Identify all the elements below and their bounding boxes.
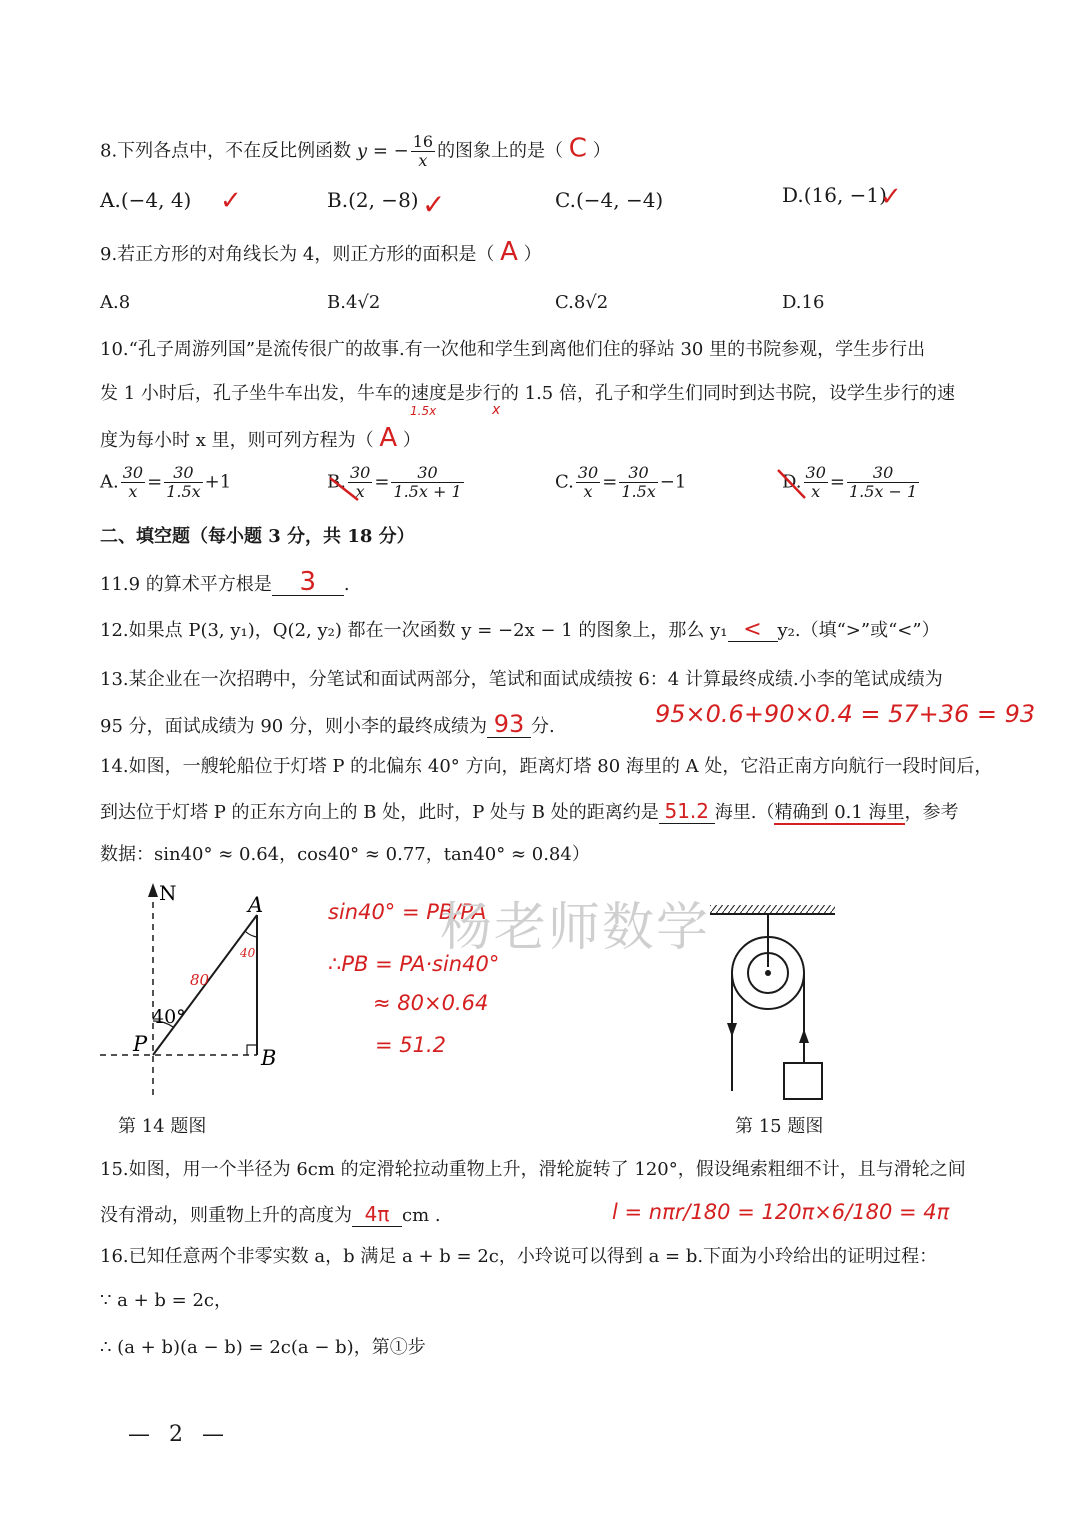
q10-option-a: A. $\frac{30}{x}$ = $\frac{30}{1.5x}$ +1 xyxy=(100,463,232,501)
q8-option-a: A.(−4, 4) xyxy=(100,188,192,212)
label-b: B xyxy=(261,1046,277,1070)
q10-note-1: 1.5x xyxy=(410,404,437,418)
page-number: — 2 — xyxy=(128,1422,230,1447)
q10-answer: A xyxy=(379,423,398,453)
q15-line1: 15.如图，用一个半径为 6cm 的定滑轮拉动重物上升，滑轮旋转了 120°，假设绳索粗细不计，且与滑轮之间 xyxy=(100,1159,966,1180)
q9-option-c: C.8√2 xyxy=(555,292,609,313)
q10-option-b: B. $\frac{30}{x}$ = $\frac{30}{1.5x + 1}$ xyxy=(327,463,462,501)
q14-work-2: ∴PB = PA·sin40° xyxy=(328,952,500,976)
q13-line2: 95 分，面试成绩为 90 分，则小李的最终成绩为 93 分. xyxy=(100,710,555,738)
q8-fraction: $\frac{16}{x}$ xyxy=(412,132,434,170)
q10-line3: 度为每小时 x 里，则可列方程为（ A ） xyxy=(100,423,421,453)
q12: 12.如果点 P(3, y₁)，Q(2, y₂) 都在一次函数 y = −2x − 1 的图象上，那么 y₁ < y₂.（填“>”或“<”） xyxy=(100,617,940,642)
q13-answer: 93 xyxy=(493,710,525,738)
q8-option-c: C.(−4, −4) xyxy=(555,188,664,212)
figure-15 xyxy=(700,895,850,1110)
label-side: 80 xyxy=(190,971,210,989)
q14-line1: 14.如图，一艘轮船位于灯塔 P 的北偏东 40° 方向，距离灯塔 80 海里的 A 处，它沿正南方向航行一段时间后， xyxy=(100,756,993,777)
q16-line1: 16.已知任意两个非零实数 a，b 满足 a + b = 2c，小玲说可以得到 a = b.下面为小玲给出的证明过程： xyxy=(100,1246,938,1267)
q13-line1: 13.某企业在一次招聘中，分笔试和面试两部分，笔试和面试成绩按 6：4 计算最终成绩.小李的笔试成绩为 xyxy=(100,669,943,690)
q10-line2: 发 1 小时后，孔子坐牛车出发，牛车的速度是步行的 1.5 倍，孔子和学生们同时到达书院，设学生步行的速 xyxy=(100,383,955,404)
q9-answer: A xyxy=(500,237,518,267)
q15-line2: 没有滑动，则重物上升的高度为 4π cm . xyxy=(100,1202,441,1226)
section-title: 二、填空题（每小题 3 分，共 18 分） xyxy=(100,526,415,547)
q10-line1: 10.“孔子周游列国”是流传很广的故事.有一次他和学生到离他们住的驿站 30 里的书院参观，学生步行出 xyxy=(100,339,926,360)
q9-stem: 9.若正方形的对角线长为 4，则正方形的面积是（ A ） xyxy=(100,237,542,267)
q12-answer: < xyxy=(743,617,762,642)
q8-option-d: D.(16, −1) xyxy=(782,183,887,207)
watermark: 杨老师数学 xyxy=(440,898,711,958)
q8-check-a: ✓ xyxy=(220,186,242,216)
label-n: N xyxy=(159,881,177,905)
q14-work-3: ≈ 80×0.64 xyxy=(373,991,489,1015)
label-a: A xyxy=(248,893,264,917)
q8-check-d: ✓ xyxy=(880,182,902,212)
q14-line3: 数据：sin40° ≈ 0.64，cos40° ≈ 0.77，tan40° ≈ 0.84） xyxy=(100,844,590,865)
fig14-caption: 第 14 题图 xyxy=(118,1116,207,1137)
label-p: P xyxy=(133,1032,148,1056)
figure-14 xyxy=(95,875,305,1105)
q9-option-a: A.8 xyxy=(100,292,131,313)
q9-option-b: B.4√2 xyxy=(327,292,381,313)
label-angle: 40° xyxy=(152,1006,186,1028)
q10-note-2: x xyxy=(492,402,501,418)
q13-work: 95×0.6+90×0.4 = 57+36 = 93 xyxy=(655,700,1036,728)
q8-check-b: ✓ xyxy=(422,188,446,221)
q11: 11.9 的算术平方根是 3 . xyxy=(100,567,350,597)
q14-line2: 到达位于灯塔 P 的正东方向上的 B 处，此时，P 处与 B 处的距离约是 51.2 海里.（精确到 0.1 海里，参考 xyxy=(100,799,959,823)
q10-strike-marks xyxy=(0,0,1080,520)
q16-line3: ∴ (a + b)(a − b) = 2c(a − b)，第①步 xyxy=(100,1337,426,1358)
q14-answer: 51.2 xyxy=(664,799,709,823)
q8-option-b: B.(2, −8) xyxy=(327,188,419,212)
q14-work-4: = 51.2 xyxy=(375,1033,447,1057)
q16-line2: ∵ a + b = 2c， xyxy=(100,1290,233,1311)
q8-answer: C xyxy=(568,133,587,164)
q14-work-1: sin40° = PB/PA xyxy=(328,900,487,924)
strike-d xyxy=(778,470,805,498)
strike-b xyxy=(330,478,358,500)
label-angle-a: 40 xyxy=(240,946,256,960)
q11-answer: 3 xyxy=(299,567,317,597)
fig15-caption: 第 15 题图 xyxy=(735,1116,824,1137)
q10-option-d: D. $\frac{30}{x}$ = $\frac{30}{1.5x - 1}$ xyxy=(782,463,918,501)
q14-underlined-note: 精确到 0.1 海里 xyxy=(774,802,905,823)
q15-work: l = nπr/180 = 120π×6/180 = 4π xyxy=(612,1200,950,1224)
q8-stem: 8.下列各点中，不在反比例函数 y = − $\frac{16}{x}$ 的图象上的是（ C ） xyxy=(100,132,611,170)
q10-option-c: C. $\frac{30}{x}$ = $\frac{30}{1.5x}$ −1 xyxy=(555,463,687,501)
q15-answer: 4π xyxy=(364,1202,390,1226)
q9-option-d: D.16 xyxy=(782,292,825,313)
